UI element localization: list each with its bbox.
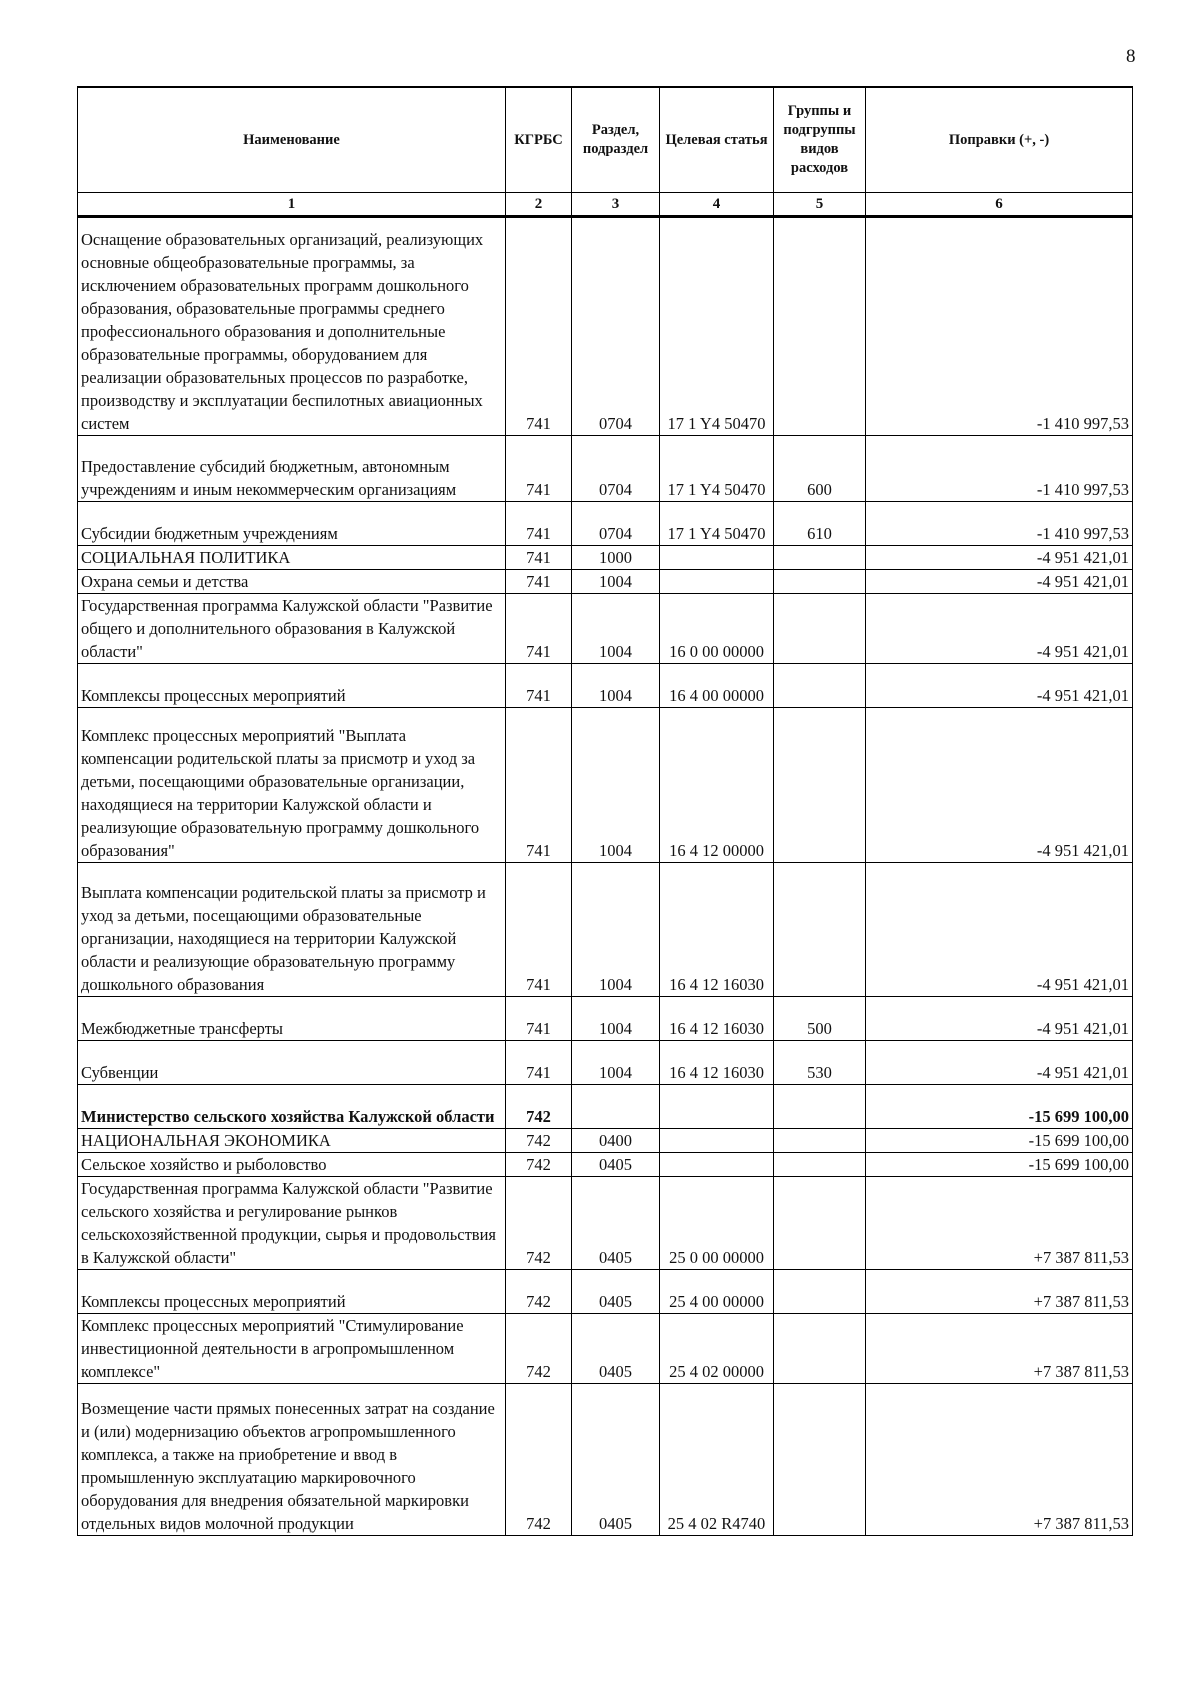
row-kgrbs: 742	[506, 1177, 572, 1270]
column-number: 6	[866, 193, 1133, 217]
table-row	[78, 1129, 1133, 1153]
column-number: 2	[506, 193, 572, 217]
row-name: Комплекс процессных мероприятий "Стимулирование инвестиционной деятельности в агропромышленном комплексе"	[78, 1314, 506, 1384]
row-amount: -4 951 421,01	[866, 594, 1133, 664]
row-target	[660, 1153, 774, 1177]
row-target: 17 1 Y4 50470	[660, 217, 774, 436]
row-name: Комплексы процессных мероприятий	[78, 664, 506, 708]
row-target: 16 4 12 00000	[660, 708, 774, 863]
row-group	[774, 1314, 866, 1384]
row-group	[774, 1129, 866, 1153]
row-target: 17 1 Y4 50470	[660, 502, 774, 546]
row-group	[774, 1270, 866, 1314]
row-section: 1004	[572, 594, 660, 664]
column-number: 3	[572, 193, 660, 217]
row-section: 0405	[572, 1177, 660, 1270]
row-target: 16 4 00 00000	[660, 664, 774, 708]
row-target	[660, 1085, 774, 1129]
column-number: 1	[78, 193, 506, 217]
table-row	[78, 997, 1133, 1041]
table-row	[78, 664, 1133, 708]
row-kgrbs: 741	[506, 997, 572, 1041]
row-kgrbs: 741	[506, 570, 572, 594]
row-kgrbs: 742	[506, 1153, 572, 1177]
row-target	[660, 1129, 774, 1153]
row-kgrbs: 742	[506, 1384, 572, 1536]
row-group	[774, 1085, 866, 1129]
table-row	[78, 863, 1133, 997]
row-name: Сельское хозяйство и рыболовство	[78, 1153, 506, 1177]
table-row	[78, 436, 1133, 502]
table-row	[78, 1314, 1133, 1384]
row-amount: -4 951 421,01	[866, 546, 1133, 570]
table-row	[78, 1270, 1133, 1314]
table-row	[78, 570, 1133, 594]
row-kgrbs: 742	[506, 1270, 572, 1314]
row-target	[660, 570, 774, 594]
row-name: Охрана семьи и детства	[78, 570, 506, 594]
row-amount: -1 410 997,53	[866, 436, 1133, 502]
row-section: 0704	[572, 217, 660, 436]
row-target: 16 4 12 16030	[660, 997, 774, 1041]
row-name: Межбюджетные трансферты	[78, 997, 506, 1041]
row-kgrbs: 741	[506, 863, 572, 997]
row-target: 25 0 00 00000	[660, 1177, 774, 1270]
table-row	[78, 502, 1133, 546]
row-section: 1004	[572, 664, 660, 708]
row-group	[774, 594, 866, 664]
row-amount: -4 951 421,01	[866, 1041, 1133, 1085]
row-kgrbs: 741	[506, 594, 572, 664]
row-name: Выплата компенсации родительской платы за присмотр и уход за детьми, посещающими образовательные организации, находящиеся на территории Калужской области и реализующие образовательную программу дошкольного образования	[78, 863, 506, 997]
header-group: Группы и подгруппы видов расходов	[774, 87, 866, 193]
row-group: 600	[774, 436, 866, 502]
row-section: 0704	[572, 436, 660, 502]
row-group	[774, 570, 866, 594]
row-target: 25 4 02 00000	[660, 1314, 774, 1384]
table-row	[78, 1177, 1133, 1270]
row-section: 1000	[572, 546, 660, 570]
row-kgrbs: 741	[506, 436, 572, 502]
row-section: 1004	[572, 570, 660, 594]
header-amount: Поправки (+, -)	[866, 87, 1133, 193]
row-kgrbs: 741	[506, 1041, 572, 1085]
row-amount: +7 387 811,53	[866, 1177, 1133, 1270]
row-kgrbs: 742	[506, 1085, 572, 1129]
row-amount: -15 699 100,00	[866, 1085, 1133, 1129]
row-target	[660, 546, 774, 570]
table-row	[78, 1085, 1133, 1129]
row-kgrbs: 741	[506, 502, 572, 546]
row-kgrbs: 742	[506, 1129, 572, 1153]
row-target: 16 0 00 00000	[660, 594, 774, 664]
header-target: Целевая статья	[660, 87, 774, 193]
row-group	[774, 863, 866, 997]
table-row	[78, 1384, 1133, 1536]
row-name: Государственная программа Калужской области "Развитие сельского хозяйства и регулирование рынков сельскохозяйственной продукции, сырья и продовольствия в Калужской области"	[78, 1177, 506, 1270]
row-amount: -15 699 100,00	[866, 1153, 1133, 1177]
row-amount: -4 951 421,01	[866, 664, 1133, 708]
row-target: 25 4 00 00000	[660, 1270, 774, 1314]
row-kgrbs: 741	[506, 217, 572, 436]
table-row	[78, 546, 1133, 570]
row-amount: -1 410 997,53	[866, 217, 1133, 436]
row-amount: +7 387 811,53	[866, 1384, 1133, 1536]
row-amount: -4 951 421,01	[866, 708, 1133, 863]
row-section: 1004	[572, 863, 660, 997]
row-section: 0405	[572, 1314, 660, 1384]
row-section: 1004	[572, 1041, 660, 1085]
row-amount: -15 699 100,00	[866, 1129, 1133, 1153]
row-kgrbs: 741	[506, 546, 572, 570]
row-name: Возмещение части прямых понесенных затрат на создание и (или) модернизацию объектов агропромышленного комплекса, а также на приобретение и ввод в промышленную эксплуатацию маркировочного оборудования для внедрения обязательной маркировки отдельных видов молочной продукции	[78, 1384, 506, 1536]
row-group	[774, 1177, 866, 1270]
row-target: 16 4 12 16030	[660, 863, 774, 997]
row-amount: -4 951 421,01	[866, 863, 1133, 997]
page-number: 8	[1126, 46, 1136, 67]
row-section: 0405	[572, 1153, 660, 1177]
header-name: Наименование	[78, 87, 506, 193]
row-group: 610	[774, 502, 866, 546]
row-name: НАЦИОНАЛЬНАЯ ЭКОНОМИКА	[78, 1129, 506, 1153]
row-section: 1004	[572, 708, 660, 863]
row-group	[774, 708, 866, 863]
table-body	[78, 217, 1133, 1536]
row-target: 17 1 Y4 50470	[660, 436, 774, 502]
row-amount: -4 951 421,01	[866, 997, 1133, 1041]
table-row	[78, 1041, 1133, 1085]
row-amount: +7 387 811,53	[866, 1270, 1133, 1314]
row-group: 530	[774, 1041, 866, 1085]
row-group	[774, 546, 866, 570]
row-section: 1004	[572, 997, 660, 1041]
row-name: СОЦИАЛЬНАЯ ПОЛИТИКА	[78, 546, 506, 570]
row-group	[774, 1153, 866, 1177]
budget-table	[77, 86, 1133, 1536]
row-kgrbs: 741	[506, 664, 572, 708]
table-row	[78, 708, 1133, 863]
row-target: 16 4 12 16030	[660, 1041, 774, 1085]
row-target: 25 4 02 R4740	[660, 1384, 774, 1536]
row-kgrbs: 742	[506, 1314, 572, 1384]
row-name: Субвенции	[78, 1041, 506, 1085]
row-group	[774, 217, 866, 436]
table-row	[78, 594, 1133, 664]
header-section: Раздел, подраздел	[572, 87, 660, 193]
row-group	[774, 1384, 866, 1536]
row-group	[774, 664, 866, 708]
column-numbers-row	[78, 193, 1133, 217]
row-name: Комплекс процессных мероприятий "Выплата компенсации родительской платы за присмотр и уход за детьми, посещающими образовательные организации, находящиеся на территории Калужской области и реализующие образовательную программу дошкольного образования"	[78, 708, 506, 863]
column-number: 4	[660, 193, 774, 217]
row-name: Оснащение образовательных организаций, реализующих основные общеобразовательные программы, за исключением образовательных программ дошкольного образования, образовательные программы среднего профессионального образования и дополнительные образовательные программы, оборудованием для реализации образовательных процессов по разработке, производству и эксплуатации беспилотных авиационных систем	[78, 217, 506, 436]
row-kgrbs: 741	[506, 708, 572, 863]
column-number: 5	[774, 193, 866, 217]
row-name: Субсидии бюджетным учреждениям	[78, 502, 506, 546]
row-section: 0704	[572, 502, 660, 546]
row-section: 0400	[572, 1129, 660, 1153]
row-name: Предоставление субсидий бюджетным, автономным учреждениям и иным некоммерческим организациям	[78, 436, 506, 502]
row-section	[572, 1085, 660, 1129]
row-name: Министерство сельского хозяйства Калужской области	[78, 1085, 506, 1129]
header-row	[78, 87, 1133, 193]
row-name: Государственная программа Калужской области "Развитие общего и дополнительного образования в Калужской области"	[78, 594, 506, 664]
row-amount: -4 951 421,01	[866, 570, 1133, 594]
header-kgrbs: КГРБС	[506, 87, 572, 193]
table-row	[78, 217, 1133, 436]
row-section: 0405	[572, 1384, 660, 1536]
row-amount: -1 410 997,53	[866, 502, 1133, 546]
row-section: 0405	[572, 1270, 660, 1314]
table-row	[78, 1153, 1133, 1177]
row-name: Комплексы процессных мероприятий	[78, 1270, 506, 1314]
row-amount: +7 387 811,53	[866, 1314, 1133, 1384]
row-group: 500	[774, 997, 866, 1041]
